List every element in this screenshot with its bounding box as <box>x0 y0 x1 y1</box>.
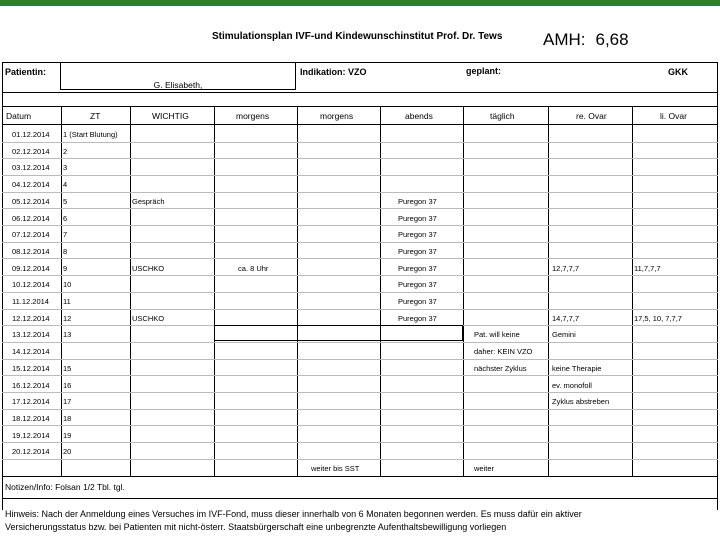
row-zt: 7 <box>63 230 68 240</box>
row-abends: Puregon 37 <box>398 313 437 323</box>
row-zt: 2 <box>63 146 68 156</box>
row-wichtig: USCHKO <box>132 263 165 273</box>
row-zt: 20 <box>63 447 72 457</box>
patient-name: G. Elisabeth, <box>153 80 203 90</box>
row-date: 09.12.2014 <box>12 263 50 273</box>
row-divider <box>2 442 718 443</box>
row-wichtig: USCHKO <box>132 313 165 323</box>
indikation-label: Indikation: VZO <box>300 67 367 77</box>
patient-name-field[interactable] <box>60 62 296 90</box>
col-header-datum: Datum <box>6 111 32 121</box>
row-date: 12.12.2014 <box>12 313 50 323</box>
row-zt: 10 <box>63 280 72 290</box>
row-zt: 13 <box>63 330 72 340</box>
row-abends: Puregon 37 <box>398 213 437 223</box>
row-wichtig: Gespräch <box>132 196 165 206</box>
row-zt: 17 <box>63 397 72 407</box>
row-divider <box>2 258 718 259</box>
row-zt: 9 <box>63 263 68 273</box>
row-divider <box>2 192 718 193</box>
row-zt: 18 <box>63 413 72 423</box>
amh-value: 6,68 <box>595 30 629 49</box>
col-header-morgens-1: morgens <box>236 111 270 121</box>
row-date: 20.12.2014 <box>12 447 50 457</box>
footer-line-2: Versicherungsstatus bzw. bei Patienten mit nicht-österr. Staatsbürgerschaft eine unbegrenzte Aufenthaltsbewilligung vorliegen <box>5 522 507 532</box>
row-taeglich: daher: KEIN VZO <box>474 347 533 357</box>
row-date: 13.12.2014 <box>12 330 50 340</box>
row-date: 04.12.2014 <box>12 180 50 190</box>
row-re-ovar: 12,7,7,7 <box>552 263 580 273</box>
row-re-ovar: 14,7,7,7 <box>552 313 580 323</box>
row-divider <box>2 409 718 410</box>
row-zt: 16 <box>63 380 72 390</box>
row-re-ovar: keine Therapie <box>552 363 602 373</box>
row-divider <box>2 359 718 360</box>
row-taeglich: nächster Zyklus <box>474 363 527 373</box>
selected-cell-range[interactable] <box>214 325 463 341</box>
gkk-label: GKK <box>668 67 688 77</box>
row-zt: 3 <box>63 163 68 173</box>
row-date: 15.12.2014 <box>12 363 50 373</box>
row-zt: 12 <box>63 313 72 323</box>
row-date: 02.12.2014 <box>12 146 50 156</box>
row-re-ovar: Gemini <box>552 330 576 340</box>
notes-info: Notizen/Info: Folsan 1/2 Tbl. tgl. <box>5 482 125 492</box>
row-divider <box>2 459 718 460</box>
row-abends: Puregon 37 <box>398 246 437 256</box>
col-header-zt: ZT <box>90 111 101 121</box>
row-divider <box>2 375 718 376</box>
row-date: 10.12.2014 <box>12 280 50 290</box>
row-date: 16.12.2014 <box>12 380 50 390</box>
row-abends: Puregon 37 <box>398 297 437 306</box>
row-divider <box>2 158 718 159</box>
row-abends: Puregon 37 <box>398 280 437 290</box>
row-date: 14.12.2014 <box>12 347 50 357</box>
amh-label: AMH: <box>543 30 586 49</box>
row-divider <box>2 342 718 343</box>
amh-value-display <box>543 30 629 50</box>
table-bottom-border <box>2 476 718 477</box>
row-morgens: ca. 8 Uhr <box>238 263 269 273</box>
row-divider <box>2 309 718 310</box>
row-divider <box>2 392 718 393</box>
row-date: 17.12.2014 <box>12 397 50 407</box>
row-taeglich: Pat. will keine <box>474 330 520 340</box>
col-header-morgens-2: morgens <box>320 111 354 121</box>
row-date: 03.12.2014 <box>12 163 50 173</box>
row-re-ovar: ev. monofoll <box>552 380 592 390</box>
col-header-li-ovar: li. Ovar <box>660 111 687 121</box>
row-date: 11.12.2014 <box>12 297 49 306</box>
row-divider <box>2 208 718 209</box>
row-divider <box>2 142 718 143</box>
col-header-wichtig: WICHTIG <box>152 111 189 121</box>
row-date: 08.12.2014 <box>12 246 50 256</box>
footer-line-1: Hinweis: Nach der Anmeldung eines Versuches im IVF-Fond, muss dieser innerhalb von 6 Monaten begonnen werden. Es muss dafür ein aktiver <box>5 509 582 519</box>
row-taeglich: weiter <box>474 464 495 473</box>
row-divider <box>2 242 718 243</box>
patient-label: Patientin: <box>5 67 47 77</box>
col-header-re-ovar: re. Ovar <box>576 111 607 121</box>
row-zt: 15 <box>63 363 72 373</box>
top-accent-bar <box>0 0 720 6</box>
row-divider <box>2 275 718 276</box>
row-date: 01.12.2014 <box>12 130 50 139</box>
header-bottom-border <box>2 124 718 125</box>
row-abends: Puregon 37 <box>398 196 437 206</box>
row-li-ovar: 11,7,7,7 <box>634 263 661 273</box>
row-zt: 5 <box>63 196 68 206</box>
row-date: 05.12.2014 <box>12 196 50 206</box>
row-re-ovar: Zyklus abstreben <box>552 397 610 407</box>
row-zt: 4 <box>63 180 68 190</box>
row-date: 06.12.2014 <box>12 213 50 223</box>
row-divider <box>2 425 718 426</box>
notes-bottom-border <box>2 498 718 499</box>
row-morgens-2: weiter bis SST <box>311 464 360 473</box>
row-divider <box>2 175 718 176</box>
row-date: 19.12.2014 <box>12 430 50 440</box>
row-zt: 19 <box>63 430 72 440</box>
document-title: Stimulationsplan IVF-und Kindewunschinstitut Prof. Dr. Tews <box>212 31 503 42</box>
row-abends: Puregon 37 <box>398 230 437 240</box>
row-divider <box>2 292 718 293</box>
col-header-abends: abends <box>405 111 433 121</box>
table-top-border <box>2 106 718 107</box>
row-li-ovar: 17,5, 10, 7,7,7 <box>634 313 682 323</box>
row-zt: 1 (Start Blutung) <box>63 130 118 139</box>
geplant-label: geplant: <box>466 66 501 76</box>
row-zt: 11 <box>63 297 71 306</box>
row-zt: 8 <box>63 246 68 256</box>
patient-row-bottom-border <box>2 92 718 93</box>
row-abends: Puregon 37 <box>398 263 437 273</box>
row-date: 18.12.2014 <box>12 413 50 423</box>
col-header-taeglich: täglich <box>490 111 515 121</box>
row-zt: 6 <box>63 213 68 223</box>
row-divider <box>2 225 718 226</box>
row-date: 07.12.2014 <box>12 230 50 240</box>
